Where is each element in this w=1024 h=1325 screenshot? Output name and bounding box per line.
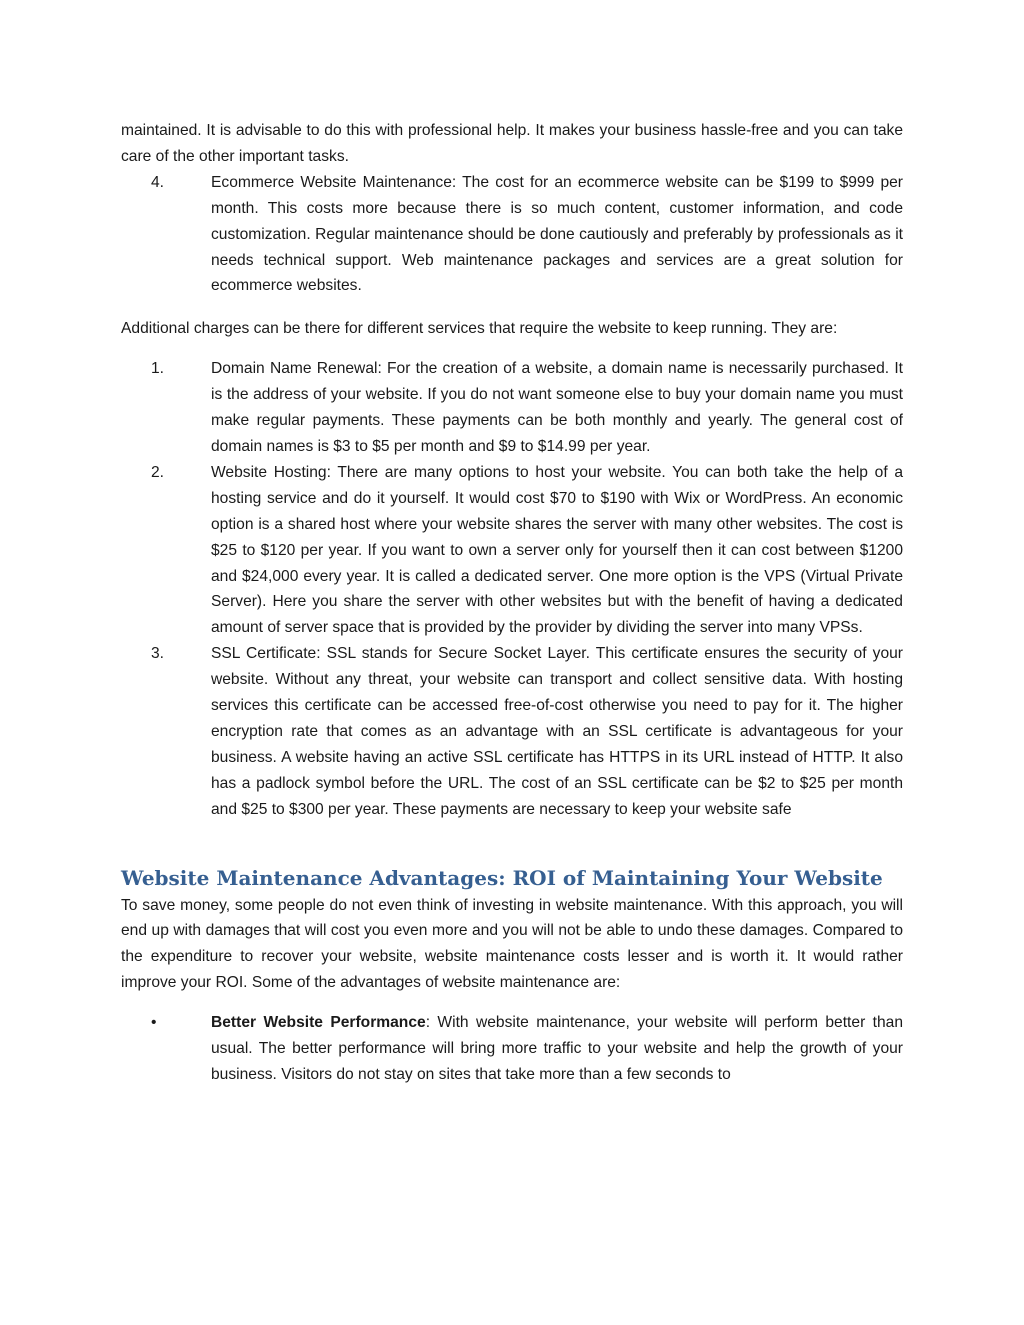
additional-charges-list: [121, 356, 903, 822]
additional-charges-intro: Additional charges can be there for different services that require the website to keep running. They are:: [121, 320, 838, 338]
list-item-continuation: maintained. It is advisable to do this with professional help. It makes your business hassle-free and you can take care of the other important tasks.: [121, 122, 903, 165]
list-item-lead: Better Website Performance: [211, 1014, 426, 1032]
list-item-text: Website Hosting: There are many options to host your website. You can both take the help of a hosting service and do it yourself. It would cost $70 to $190 with Wix or WordPress. An economic option is a shared host where your website shares the server with many other websites. The cost is $25 to $120 per year. If you want to own a server only for yourself then it can cost between $1200 and $24,000 every year. It is called a dedicated server. One more option is the VPS (Virtual Private Server). Here you share the server with other websites but with the benefit of having a dedicated amount of server space that is provided by the provider by dividing the server into many VPSs.: [211, 463, 903, 637]
document-page: [121, 118, 903, 1088]
advantages-list: [121, 1010, 903, 1088]
list-item-text: [211, 1010, 903, 1088]
bullet-icon: •: [151, 1014, 157, 1032]
maintenance-cost-list: [121, 170, 903, 300]
list-item-body: : With website maintenance, your website will perform better than usual. The better performance will bring more traffic to your website and help the growth of your business. Visitors do not stay on sites that take more than a few seconds to: [211, 1014, 903, 1083]
list-item: [121, 170, 903, 300]
section-heading: Website Maintenance Advantages: ROI of Maintaining Your Website: [121, 865, 883, 890]
list-item-number: 4.: [151, 173, 165, 191]
list-item-text: SSL Certificate: SSL stands for Secure Socket Layer. This certificate ensures the security of your website. Without any threat, your website can transport and collect sensitive data. With hosting services this certificate can be accessed free-of-cost otherwise you need to pay for it. The higher encryption rate that comes as an advantage with an SSL certificate is advantageous for your business. A website having an active SSL certificate has HTTPS in its URL instead of HTTP. It also has a padlock symbol before the URL. The cost of an SSL certificate can be $2 to $25 per month and $25 to $300 per year. These payments are necessary to keep your website safe: [211, 645, 903, 818]
list-item: [121, 1010, 903, 1088]
list-item-text: Ecommerce Website Maintenance: The cost for an ecommerce website can be $199 to $999 per month. This costs more because there is so much content, customer information, and code customization. Regular maintenance should be done cautiously and preferably by professionals as it needs technical support. Web maintenance packages and services are a great solution for ecommerce websites.: [211, 173, 903, 295]
list-item: [121, 460, 903, 641]
list-item: [121, 641, 903, 822]
list-item-number: 3.: [151, 645, 165, 663]
list-item-number: 2.: [151, 463, 165, 481]
section-paragraph: To save money, some people do not even think of investing in website maintenance. With this approach, you will end up with damages that will cost you even more and you will not be able to undo these damages. Compared to the expenditure to recover your website, website maintenance costs lesser and is worth it. It would rather improve your ROI. Some of the advantages of website maintenance are:: [121, 896, 903, 992]
list-item: [121, 356, 903, 460]
list-item-number: 1.: [151, 360, 165, 378]
list-item-text: Domain Name Renewal: For the creation of a website, a domain name is necessarily purchased. It is the address of your website. If you do not want someone else to buy your domain name you must make regular payments. These payments can be both monthly and yearly. The general cost of domain names is $3 to $5 per month and $9 to $14.99 per year.: [211, 360, 903, 455]
